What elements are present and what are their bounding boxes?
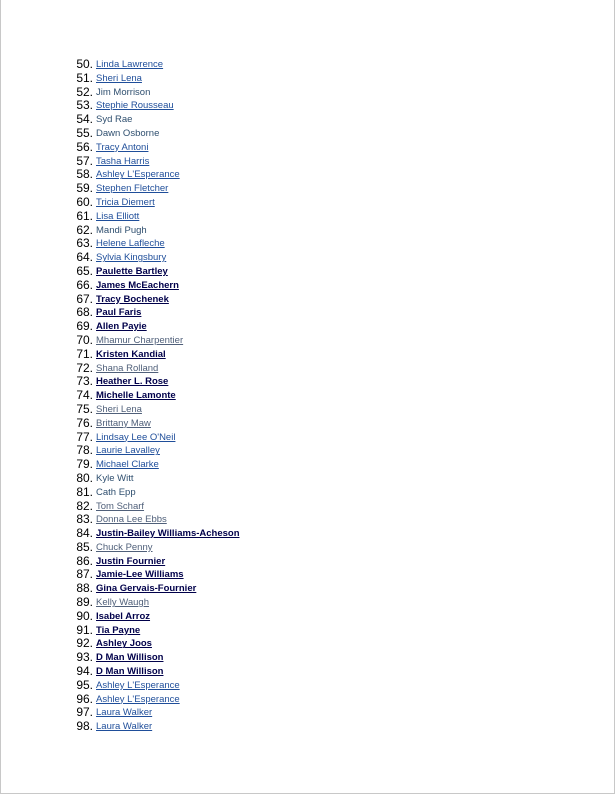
list-item-number: 89. <box>76 595 93 610</box>
list-item-number: 90. <box>76 608 93 623</box>
name-text: Mandi Pugh <box>96 224 147 236</box>
name-link[interactable]: Sheri Lena <box>96 403 142 415</box>
name-link[interactable]: Kristen Kandial <box>96 348 166 360</box>
name-link[interactable]: Laurie Lavalley <box>96 445 160 457</box>
name-link[interactable]: James McEachern <box>96 279 179 291</box>
name-link[interactable]: Tracy Antoni <box>96 141 149 153</box>
list-item-number: 63. <box>76 236 93 251</box>
list-item-number: 53. <box>76 98 93 113</box>
list-item-number: 84. <box>76 526 93 541</box>
name-link[interactable]: Shana Rolland <box>96 362 159 374</box>
list-item-number: 82. <box>76 498 93 513</box>
list-item-number: 59. <box>76 181 93 196</box>
name-link[interactable]: Tasha Harris <box>96 155 150 167</box>
name-link[interactable]: Ashley L'Esperance <box>96 169 180 181</box>
name-link[interactable]: Helene Lafleche <box>96 238 165 250</box>
list-item-number: 91. <box>76 622 93 637</box>
name-link[interactable]: Stephie Rousseau <box>96 100 174 112</box>
list-item-number: 87. <box>76 567 93 582</box>
list-item-number: 79. <box>76 457 93 472</box>
name-link[interactable]: Jamie-Lee Williams <box>96 569 184 581</box>
list-item-number: 51. <box>76 70 93 85</box>
name-link[interactable]: Kelly Waugh <box>96 597 149 609</box>
list-item-number: 50. <box>76 57 93 71</box>
name-link[interactable]: Sylvia Kingsbury <box>96 252 167 264</box>
name-link[interactable]: Lindsay Lee O'Neil <box>96 431 176 443</box>
list-item-number: 56. <box>76 139 93 154</box>
name-link[interactable]: Michael Clarke <box>96 459 159 471</box>
list-item-number: 60. <box>76 194 93 209</box>
list-item-number: 66. <box>76 277 93 292</box>
name-link[interactable]: Tricia Diemert <box>96 196 155 208</box>
name-link[interactable]: Brittany Maw <box>96 417 151 429</box>
list-item-number: 83. <box>76 512 93 527</box>
name-text: Jim Morrison <box>96 86 151 98</box>
name-link[interactable]: Laura Walker <box>96 707 153 719</box>
list-item-number: 98. <box>76 719 93 734</box>
list-item-number: 69. <box>76 319 93 334</box>
list-item-number: 85. <box>76 539 93 554</box>
list-item-number: 58. <box>76 167 93 182</box>
name-link[interactable]: Lisa Elliott <box>96 210 140 222</box>
name-text: Syd Rae <box>96 114 133 126</box>
name-link[interactable]: Paulette Bartley <box>96 265 168 277</box>
list-item-number: 94. <box>76 664 93 679</box>
list-item-number: 62. <box>76 222 93 237</box>
name-link[interactable]: Sheri Lena <box>96 72 142 84</box>
name-link[interactable]: Michelle Lamonte <box>96 390 176 402</box>
name-link[interactable]: Tia Payne <box>96 624 141 636</box>
list-item-number: 77. <box>76 429 93 444</box>
name-link[interactable]: Stephen Fletcher <box>96 183 169 195</box>
list-item-number: 80. <box>76 470 93 485</box>
name-link[interactable]: Justin Fournier <box>96 555 166 567</box>
list-item-number: 86. <box>76 553 93 568</box>
list-item-number: 61. <box>76 208 93 223</box>
name-link[interactable]: Ashley L'Esperance <box>96 679 180 691</box>
name-text: Cath Epp <box>96 486 136 498</box>
list-item-number: 55. <box>76 125 93 140</box>
name-link[interactable]: Heather L. Rose <box>96 376 169 388</box>
name-link[interactable]: D Man Willison <box>96 666 164 678</box>
list-item-number: 96. <box>76 691 93 706</box>
list-item-number: 71. <box>76 346 93 361</box>
list-item-number: 97. <box>76 705 93 720</box>
list-item-number: 65. <box>76 263 93 278</box>
name-link[interactable]: Gina Gervais-Fournier <box>96 583 197 595</box>
list-item-number: 64. <box>76 250 93 265</box>
name-link[interactable]: D Man Willison <box>96 652 164 664</box>
name-link[interactable]: Tracy Bochenek <box>96 293 169 305</box>
name-link[interactable]: Linda Lawrence <box>96 59 164 70</box>
name-link[interactable]: Ashley L'Esperance <box>96 693 180 705</box>
list-item-number: 88. <box>76 581 93 596</box>
list-item-number: 67. <box>76 291 93 306</box>
list-item-number: 73. <box>76 374 93 389</box>
list-item-number: 68. <box>76 305 93 320</box>
list-item-number: 57. <box>76 153 93 168</box>
list-item-number: 70. <box>76 332 93 347</box>
list-item-number: 95. <box>76 677 93 692</box>
name-text: Kyle Witt <box>96 472 134 484</box>
name-link[interactable]: Mhamur Charpentier <box>96 334 184 346</box>
list-item-number: 93. <box>76 650 93 665</box>
name-link[interactable]: Justin-Bailey Williams-Acheson <box>96 528 240 540</box>
list-item-number: 92. <box>76 636 93 651</box>
name-link[interactable]: Isabel Arroz <box>96 610 151 622</box>
name-link[interactable]: Tom Scharf <box>96 500 145 512</box>
name-link[interactable]: Ashley Joos <box>96 638 152 650</box>
list-item-number: 78. <box>76 443 93 458</box>
name-link[interactable]: Chuck Penny <box>96 541 153 553</box>
name-text: Dawn Osborne <box>96 127 160 139</box>
list-item-number: 52. <box>76 84 93 99</box>
list-item-number: 75. <box>76 401 93 416</box>
list-item-number: 81. <box>76 484 93 499</box>
name-link[interactable]: Allen Payie <box>96 321 147 333</box>
name-link[interactable]: Donna Lee Ebbs <box>96 514 167 526</box>
list-item-number: 54. <box>76 112 93 127</box>
name-link[interactable]: Paul Faris <box>96 307 142 319</box>
name-link[interactable]: Laura Walker <box>96 721 153 733</box>
list-item-number: 76. <box>76 415 93 430</box>
list-item-number: 72. <box>76 360 93 375</box>
list-item-number: 74. <box>76 388 93 403</box>
